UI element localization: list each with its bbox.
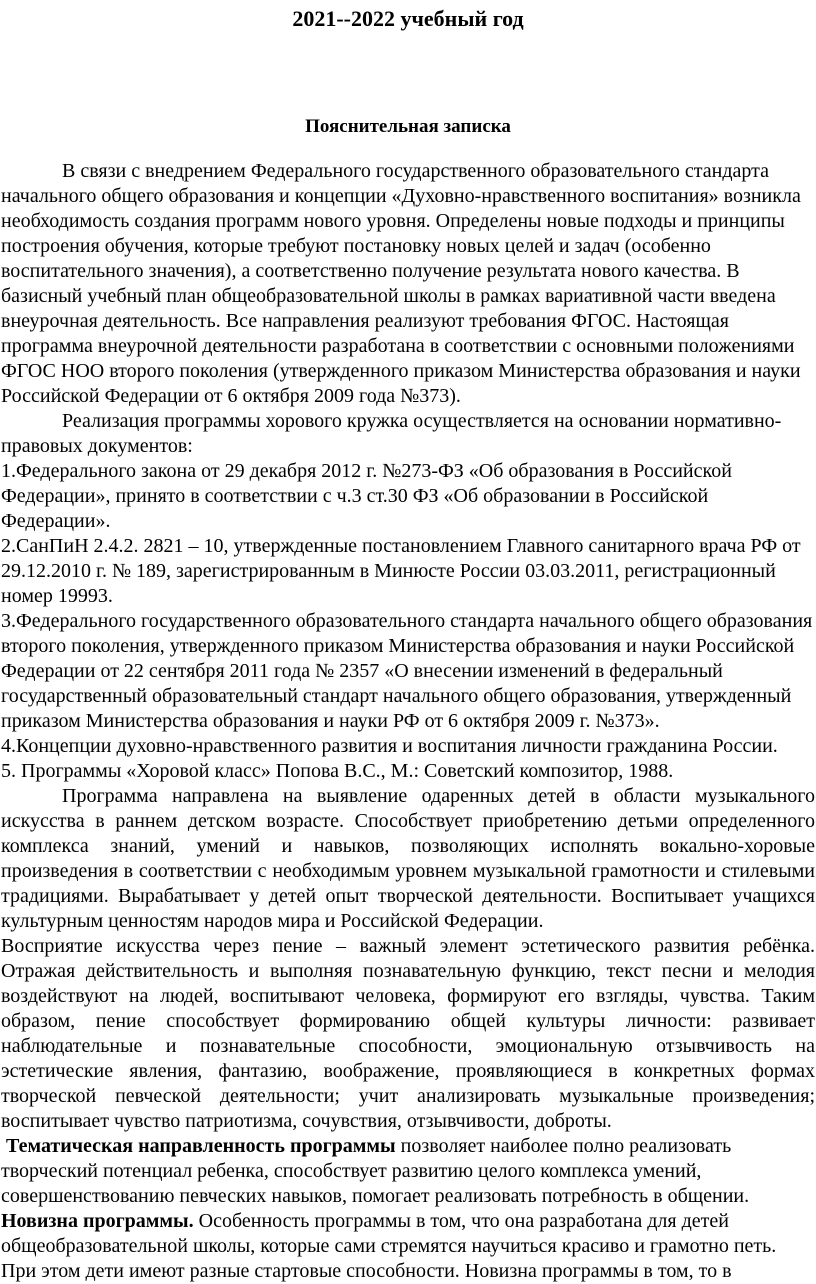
document-body <box>1 159 815 1284</box>
paragraph-program-aim: Программа направлена на выявление одаренных детей в области музыкального искусства в раннем детском возрасте. Способствует приобретению детьми определенного комплекса знаний, умений и навыков, позволяющих исполнять вокально-хоровые произведения в соответствии с необходимым уровнем музыкальной грамотности и стилевыми традициями. Вырабатывает у детей опыт творческой деятельности. Воспитывает учащихся культурным ценностям народов мира и Российской Федерации. <box>1 785 815 932</box>
novelty-text: Особенность программы в том, что она разработана для детей общеобразовательной школы, которые сами стремятся научиться красиво и грамотно петь. При этом дети имеют разные стартовые способности. Новизна программы в том, то в <box>1 1210 777 1282</box>
academic-year-heading: 2021--2022 учебный год <box>292 6 524 31</box>
thematic-focus-text: позволяет наиболее полно реализовать творческий потенциал ребенка, способствует развитию целого комплекса умений, совершенствованию певческих навыков, помогает реализовать потребность в общении. <box>1 1135 750 1207</box>
list-item-law: 1.Федерального закона от 29 декабря 2012 г. №273-ФЗ «Об образования в Российской Федерации», принято в соответствии с ч.3 ст.30 ФЗ «Об образовании в Российской Федерации». <box>1 460 732 532</box>
paragraph-legal-basis: Реализация программы хорового кружка осуществляется на основании нормативно-правовых документов: <box>1 410 782 457</box>
novelty-heading: Новизна программы. <box>1 1210 194 1232</box>
paragraph-thematic-focus <box>1 1134 815 1209</box>
list-item-concept: 4.Концепции духовно-нравственного развития и воспитания личности гражданина России. <box>1 735 778 757</box>
paragraph-novelty <box>1 1209 815 1284</box>
list-item-fgos: 3.Федерального государственного образовательного стандарта начального общего образования второго поколения, утвержденного приказом Министерства образования и науки Российской Федерации от 22 сентября 2011 года № 2357 «О внесении изменений в федеральный государственный образовательный стандарт начального общего образования, утвержденный приказом Министерства образования и науки РФ от 6 октября 2009 г. №373». <box>1 610 813 732</box>
paragraph-intro: В связи с внедрением Федерального государственного образовательного стандарта начального общего образования и концепции «Духовно-нравственного воспитания» возникла необходимость создания программ нового уровня. Определены новые подходы и принципы построения обучения, которые требуют постановку новых целей и задач (особенно воспитательного значения), а соответственно получение результата нового качества. В базисный учебный план общеобразовательной школы в рамках вариативной части введена внеурочная деятельность. Все направления реализуют требования ФГОС. Настоящая программа внеурочной деятельности разработана в соответствии с основными положениями ФГОС НОО второго поколения (утвержденного приказом Министерства образования и науки Российской Федерации от 6 октября 2009 года №373). <box>1 160 801 407</box>
list-item-sanpin: 2.СанПиН 2.4.2. 2821 – 10, утвержденные постановлением Главного санитарного врача РФ от 29.12.2010 г. № 189, зарегистрированным в Минюсте России 03.03.2011, регистрационный номер 19993. <box>1 535 801 607</box>
thematic-focus-heading: Тематическая направленность программы <box>6 1135 396 1157</box>
paragraph-perception: Восприятие искусства через пение – важный элемент эстетического развития ребёнка. Отражая действительность и выполняя познавательную функцию, текст песни и мелодия воздействуют на людей, воспитывают человека, формируют его взгляды, чувства. Таким образом, пение способствует формированию общей культуры личности: развивает наблюдательные и познавательные способности, эмоциональную отзывчивость на эстетические явления, фантазию, воображение, проявляющиеся в конкретных формах творческой певческой деятельности; учит анализировать музыкальные произведения; воспитывает чувство патриотизма, сочувствия, отзывчивости, доброты. <box>1 935 815 1132</box>
page-title: Пояснительная записка <box>305 116 511 137</box>
list-item-program: 5. Программы «Хоровой класс» Попова В.С., М.: Советский композитор, 1988. <box>1 760 674 782</box>
